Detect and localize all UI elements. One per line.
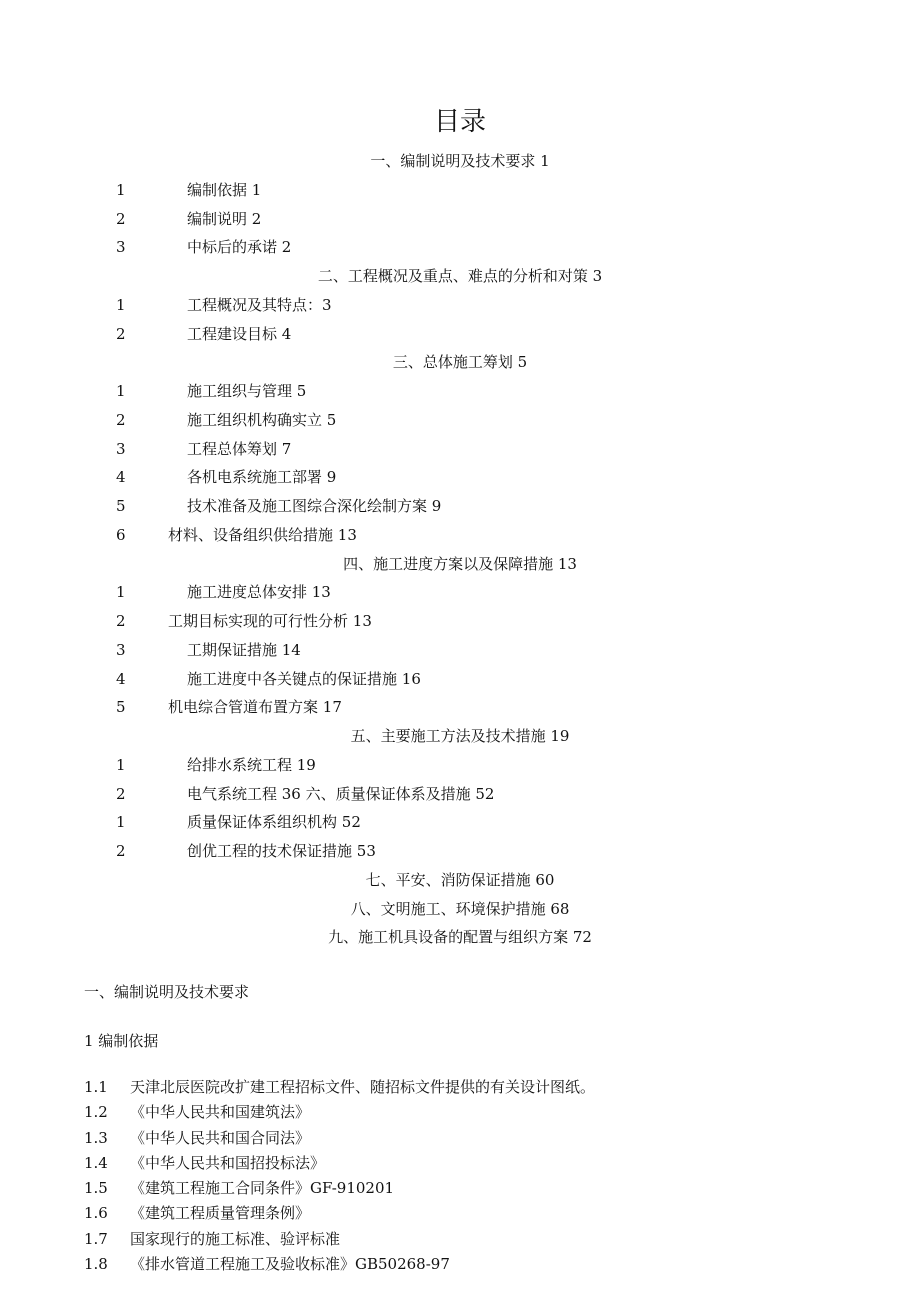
toc-section-line [0,895,920,924]
toc-section-line [0,550,920,579]
reference-text: 《建筑工程质量管理条例》 [130,1204,311,1223]
toc-item-text: 机电综合管道布置方案 17 [168,698,342,717]
toc-item-number: 2 [116,209,126,228]
toc-item-number: 2 [116,324,126,343]
reference-number: 1.6 [84,1204,108,1223]
toc-item-number: 5 [116,497,126,515]
reference-text: 《排水管道工程施工及验收标准》GB50268-97 [130,1255,450,1274]
toc-item-line [0,578,920,607]
toc-item-number: 2 [116,842,126,860]
reference-number: 1.2 [84,1103,108,1122]
toc-section-text: 二、工程概况及重点、难点的分析和对策 3 [317,267,603,285]
toc-item-number: 5 [116,698,126,717]
toc-item-number: 3 [116,439,126,458]
toc-item-text: 中标后的承诺 2 [187,238,292,257]
toc-item-number: 1 [116,382,126,400]
reference-item [84,1100,864,1125]
toc-item-text: 工期保证措施 14 [187,640,301,659]
toc-item-line [0,463,920,492]
toc-section-text: 九、施工机具设备的配置与组织方案 72 [328,928,592,947]
toc-item-line [0,808,920,837]
toc-item-line [0,406,920,435]
toc-item-number: 1 [116,295,126,314]
toc-item-text: 质量保证体系组织机构 52 [187,813,361,832]
reference-text: 《建筑工程施工合同条件》GF-910201 [130,1179,395,1198]
toc-item-text: 电气系统工程 36 六、质量保证体系及措施 52 [187,784,495,803]
section-heading: 一、编制说明及技术要求 [84,983,250,1001]
toc-item-text: 施工进度中各关键点的保证措施 16 [187,669,421,688]
reference-item [84,1201,864,1226]
subsection-heading: 1 编制依据 [84,1032,159,1050]
reference-text: 国家现行的施工标准、验评标准 [130,1229,341,1248]
toc-item-text: 技术准备及施工图综合深化绘制方案 9 [187,497,442,515]
toc-section-text: 四、施工进度方案以及保障措施 13 [343,554,577,573]
toc-section-text: 七、平安、消防保证措施 60 [365,870,555,889]
toc-item-number: 1 [116,583,126,602]
toc-item-number: 6 [116,525,126,544]
reference-list [84,1075,864,1277]
toc-item-line [0,693,920,722]
toc-section-line [0,262,920,291]
reference-text: 《中华人民共和国合同法》 [130,1128,311,1147]
reference-text: 《中华人民共和国招投标法》 [130,1153,326,1172]
reference-text: 《中华人民共和国建筑法》 [130,1103,311,1122]
toc-item-line [0,377,920,406]
toc-item-text: 各机电系统施工部署 9 [187,468,337,487]
reference-number: 1.3 [84,1128,108,1147]
toc-item-number: 2 [116,784,126,803]
toc-item-text: 工程建设目标 4 [187,324,292,343]
toc-item-text: 给排水系统工程 19 [187,755,316,774]
toc-item-line [0,176,920,205]
reference-item [84,1227,864,1252]
toc-item-line [0,205,920,234]
reference-item [84,1252,864,1277]
table-of-contents [0,147,920,952]
toc-item-text: 施工进度总体安排 13 [187,583,331,602]
toc-item-text: 施工组织机构确实立 5 [187,410,337,429]
toc-item-number: 4 [116,669,126,688]
toc-item-line [0,291,920,320]
reference-item [84,1075,864,1100]
toc-item-line [0,607,920,636]
reference-number: 1.5 [84,1179,108,1198]
reference-item [84,1151,864,1176]
toc-item-line [0,233,920,262]
toc-item-text: 工程总体筹划 7 [187,439,292,458]
toc-item-text: 编制说明 2 [187,209,262,228]
toc-item-number: 1 [116,180,126,199]
toc-item-text: 工程概况及其特点：3 [187,295,332,314]
toc-section-line [0,923,920,952]
toc-item-text: 材料、设备组织供给措施 13 [168,525,357,544]
reference-number: 1.8 [84,1255,108,1274]
toc-section-line [0,722,920,751]
toc-item-line [0,780,920,809]
reference-text: 天津北辰医院改扩建工程招标文件、随招标文件提供的有关设计图纸。 [130,1078,596,1096]
toc-section-text: 三、总体施工筹划 5 [392,353,528,372]
reference-number: 1.7 [84,1229,108,1248]
toc-item-text: 施工组织与管理 5 [187,382,307,400]
toc-item-number: 1 [116,755,126,774]
toc-item-text: 工期目标实现的可行性分析 13 [168,612,372,630]
toc-item-line [0,837,920,866]
toc-section-line [0,348,920,377]
toc-item-number: 4 [116,468,126,487]
reference-number: 1.4 [84,1153,108,1172]
toc-item-line [0,320,920,349]
toc-section-text: 八、文明施工、环境保护措施 68 [350,899,570,918]
toc-item-line [0,636,920,665]
toc-section-line [0,147,920,176]
toc-section-line [0,866,920,895]
toc-section-text: 一、编制说明及技术要求 1 [370,152,550,170]
toc-item-text: 编制依据 1 [187,180,262,199]
toc-section-text: 五、主要施工方法及技术措施 19 [350,727,570,745]
reference-item [84,1126,864,1151]
reference-number: 1.1 [84,1078,108,1096]
reference-item [84,1176,864,1201]
toc-item-text: 创优工程的技术保证措施 53 [187,842,376,860]
toc-item-line [0,665,920,694]
toc-item-number: 1 [116,813,126,832]
toc-item-line [0,492,920,521]
toc-item-line [0,521,920,550]
toc-item-number: 2 [116,410,126,429]
toc-item-line [0,751,920,780]
toc-item-number: 2 [116,612,126,630]
toc-item-number: 3 [116,238,126,257]
toc-item-line [0,435,920,464]
toc-item-number: 3 [116,640,126,659]
document-title: 目录 [433,107,486,137]
